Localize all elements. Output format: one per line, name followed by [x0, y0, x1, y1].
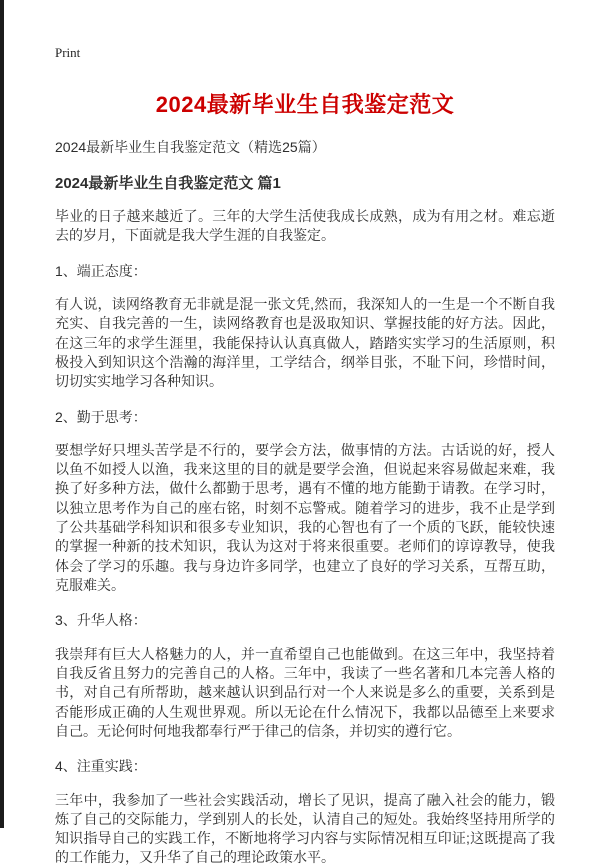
section-3-paragraph: 我崇拜有巨大人格魅力的人，并一直希望自己也能做到。在这三年中，我坚持着自我反省且努力的完善自己的人格。三年中，我读了一些名著和几本完善人格的书，对自己有所帮助，越来越认识到品行对一个人来说是多么的重要，关系到是否能形成正确的人生观世界观。所以无论在什么情况下，我都以品德至上来要求自己。无论何时何地我都奉行严于律己的信条，并切实的遵行它。 [55, 645, 555, 739]
section-4-paragraph: 三年中，我参加了一些社会实践活动，增长了见识，提高了融入社会的能力，锻炼了自己的交际能力，学到别人的长处，认清自己的短处。我始终坚持用所学的知识指导自己的实践工作，不断地将学习内容与实际情况相互印证;这既提高了我的工作能力，又升华了自己的理论政策水平。 [55, 791, 555, 866]
section-1-heading: 1、端正态度： [55, 262, 147, 279]
print-link[interactable]: Print [55, 45, 81, 60]
section-3-heading: 3、升华人格： [55, 612, 147, 629]
section-2-heading: 2、勤于思考： [55, 408, 147, 425]
section-2-paragraph: 要想学好只埋头苦学是不行的，要学会方法，做事情的方法。古话说的好，授人以鱼不如授人以渔，我来这里的目的就是要学会渔，但说起来容易做起来难，我换了好多种方法，做什么都勤于思考，遇有不懂的地方能勤于请教。在学习时，以独立思考作为自己的座右铭，时刻不忘警戒。随着学习的进步，我不止是学到了公共基础学科知识和很多专业知识，我的心智也有了一个质的飞跃，能较快速的掌握一种新的技术知识，我认为这对于将来很重要。老师们的谆谆教导，使我体会了学习的乐趣。我与身边许多同学，也建立了良好的学习关系，互帮互助，克服难关。 [55, 441, 555, 593]
document-subtitle: 2024最新毕业生自我鉴定范文（精选25篇） [55, 139, 326, 155]
section-1-paragraph: 有人说，读网络教育无非就是混一张文凭,然而，我深知人的一生是一个不断自我充实、自我完善的一生，读网络教育也是汲取知识、掌握技能的好方法。因此，在这三年的求学生涯里，我能保持认认真真做人，踏踏实实学习的生活原则，积极投入到知识这个浩瀚的海洋里，工学结合，纲举目张，不耻下问，珍惜时间，切切实实地学习各种知识。 [55, 295, 555, 390]
section-4-heading: 4、注重实践： [55, 758, 147, 775]
intro-paragraph: 毕业的日子越来越近了。三年的大学生活使我成长成熟，成为有用之材。难忘逝去的岁月，下面就是我大学生涯的自我鉴定。 [55, 208, 555, 244]
page-title: 2024最新毕业生自我鉴定范文 [155, 92, 455, 117]
article-section-title: 2024最新毕业生自我鉴定范文 篇1 [55, 175, 281, 192]
